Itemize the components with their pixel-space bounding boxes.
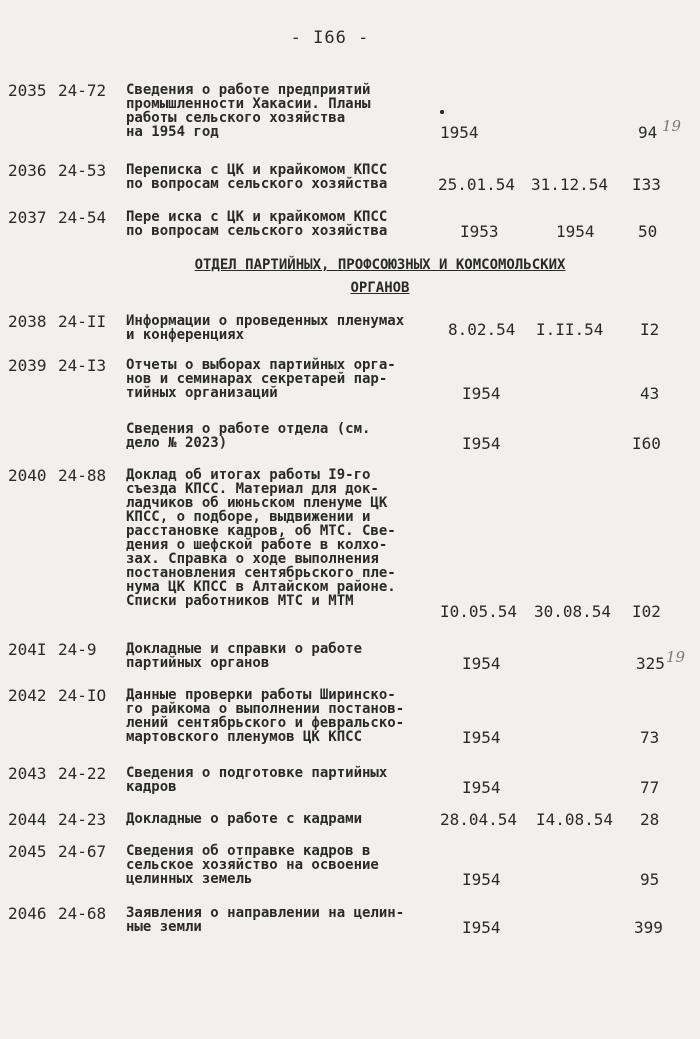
record-date-end: I4.08.54 (536, 810, 614, 829)
record-date-end: 31.12.54 (531, 175, 609, 194)
record-date-start: I953 (460, 222, 499, 241)
record-description: Переписка с ЦК и крайкомом КПСС по вопросам сельского хозяйства (126, 162, 388, 192)
section-heading-line1: ОТДЕЛ ПАРТИЙНЫХ, ПРОФСОЮЗНЫХ И КОМСОМОЛЬСКИХ (194, 257, 566, 273)
ink-dot-mark (440, 110, 444, 114)
record-description: Сведения о работе предприятий промышленности Хакасии. Планы работы сельского хозяйства на 1954 год (126, 82, 371, 140)
record-code: 24-II (58, 312, 107, 331)
record-code: 24-72 (58, 81, 107, 100)
record-code: 24-I3 (58, 356, 107, 375)
record-sheet-count: 94 (638, 123, 658, 142)
record-number: 2042 (8, 686, 47, 705)
record-description: Доклад об итогах работы I9-го съезда КПСС. Материал для док- ладчиков об июньском пленуме ЦК КПСС, о подборе, выдвижении и расстановке кадров, об МТС. Све- дения о шефской работе в колхо- зах. Справка о ходе выполнения постановления сентябрьского пле- нума ЦК КПСС в Алтайском районе. Списки работников МТС и МТМ (126, 467, 396, 609)
record-date-start: I954 (462, 384, 501, 403)
record-date-end: I.II.54 (536, 320, 604, 339)
record-description: Сведения о работе отдела (см. дело № 2023) (126, 421, 371, 451)
record-sheet-count: 50 (638, 222, 658, 241)
record-date-start: 8.02.54 (448, 320, 516, 339)
record-number: 2037 (8, 208, 47, 227)
record-code: 24-67 (58, 842, 107, 861)
record-number: 2045 (8, 842, 47, 861)
record-description: Информации о проведенных пленумах и конференциях (126, 313, 405, 343)
record-date-start: I954 (462, 918, 501, 937)
record-code: 24-23 (58, 810, 107, 829)
handwritten-annotation: 19 (662, 117, 682, 135)
record-code: 24-IO (58, 686, 107, 705)
record-sheet-count: I60 (632, 434, 661, 453)
record-date-start: I954 (462, 434, 501, 453)
record-number: 2043 (8, 764, 47, 783)
record-description: Сведения об отправке кадров в сельское хозяйство на освоение целинных земель (126, 843, 379, 887)
handwritten-annotation: 19 (666, 648, 686, 666)
section-heading-line2: ОРГАНОВ (350, 280, 410, 296)
record-sheet-count: 95 (640, 870, 660, 889)
record-number: 2046 (8, 904, 47, 923)
record-sheet-count: I2 (640, 320, 660, 339)
record-description: Докладные и справки о работе партийных органов (126, 641, 363, 671)
record-code: 24-54 (58, 208, 107, 227)
record-number: 204I (8, 640, 47, 659)
record-sheet-count: 399 (634, 918, 663, 937)
record-date-start: I954 (462, 728, 501, 747)
record-date-end: 1954 (556, 222, 595, 241)
record-date-start: 25.01.54 (438, 175, 516, 194)
record-number: 2039 (8, 356, 47, 375)
record-code: 24-22 (58, 764, 107, 783)
record-sheet-count: I33 (632, 175, 661, 194)
page-number: - I66 - (290, 28, 370, 48)
record-code: 24-68 (58, 904, 107, 923)
record-number: 2038 (8, 312, 47, 331)
record-date-start: 28.04.54 (440, 810, 518, 829)
record-code: 24-9 (58, 640, 97, 659)
record-sheet-count: 43 (640, 384, 660, 403)
record-date-start: 1954 (440, 123, 479, 142)
record-sheet-count: 77 (640, 778, 660, 797)
record-sheet-count: 325 (636, 654, 665, 673)
record-code: 24-53 (58, 161, 107, 180)
record-description: Сведения о подготовке партийных кадров (126, 765, 388, 795)
record-description: Отчеты о выборах партийных орга- нов и семинарах секретарей пар- тийных организаций (126, 357, 396, 401)
record-description: Докладные о работе с кадрами (126, 811, 363, 827)
record-date-start: I954 (462, 778, 501, 797)
record-date-end: 30.08.54 (534, 602, 612, 621)
record-date-start: I954 (462, 870, 501, 889)
record-sheet-count: 28 (640, 810, 660, 829)
record-date-start: I954 (462, 654, 501, 673)
record-date-start: I0.05.54 (440, 602, 518, 621)
record-number: 2036 (8, 161, 47, 180)
record-number: 2035 (8, 81, 47, 100)
record-number: 2040 (8, 466, 47, 485)
record-description: Заявления о направлении на целин- ные земли (126, 905, 405, 935)
record-code: 24-88 (58, 466, 107, 485)
record-description: Данные проверки работы Ширинско- го райкома о выполнении постанов- лений сентябрьского и февральско- мартовского пленумов ЦК КПСС (126, 687, 405, 745)
record-number: 2044 (8, 810, 47, 829)
record-sheet-count: 73 (640, 728, 660, 747)
record-description: Пере иска с ЦК и крайкомом КПСС по вопросам сельского хозяйства (126, 209, 388, 239)
record-sheet-count: I02 (632, 602, 661, 621)
